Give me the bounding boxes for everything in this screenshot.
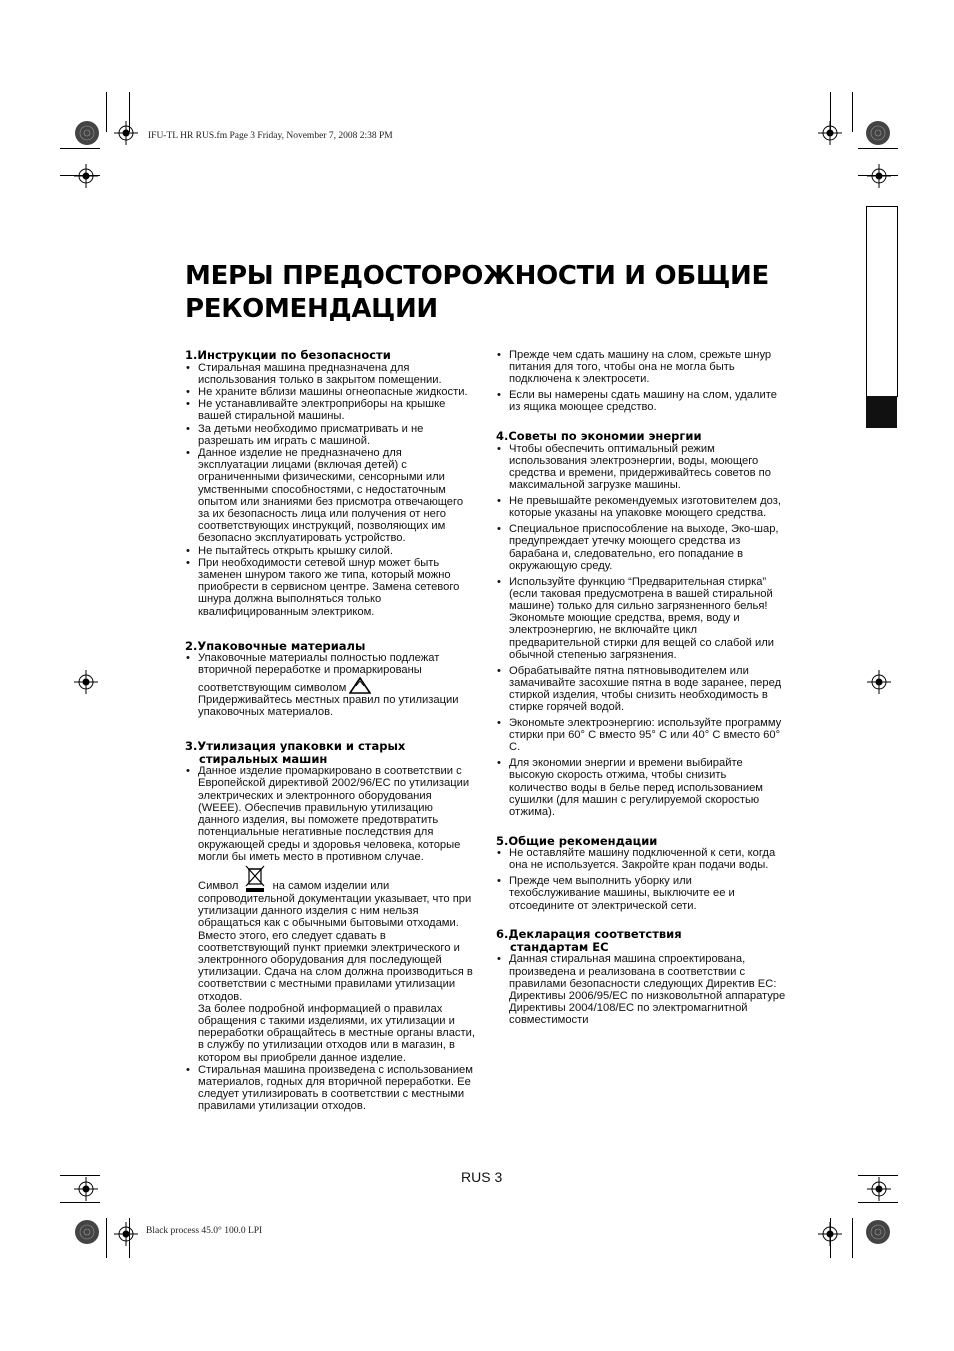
right-column	[496, 349, 786, 1030]
page-title	[185, 260, 825, 326]
registration-mark-icon	[867, 164, 891, 188]
symbol-word: Символ	[198, 879, 239, 892]
more-info-text: За более подробной информацией о правилах обращения с такими изделиями, их утилизации и переработки обращайтесь в местные органы власти, в службу по утилизации отходов или в магазин, в котором вы приобрели данное изделие.	[198, 1002, 475, 1064]
list-item: • Не оставляйте машину подключенной к сети, когда она не используется. Закройте кран подачи воды.	[496, 847, 786, 871]
list-item: • Используйте функцию “Предварительная стирка” (если таковая предусмотрена в вашей стиральной машине) только для сильно загрязненного белья! Экономьте моющие средства, время, воду и электроэнергию, не включайте цикл предварительной стирки для вещей со слабой или обычной степенью загрязнения.	[496, 576, 786, 661]
registration-mark-icon	[818, 1222, 842, 1246]
general-recommendations-list	[496, 847, 786, 912]
section-heading-line: 6.Декларация соответствия	[496, 927, 682, 942]
language-tab-outline	[866, 206, 898, 397]
list-item	[185, 652, 475, 718]
registration-mark-icon	[74, 164, 98, 188]
registration-mark-icon	[867, 670, 891, 694]
conformity-list	[496, 953, 786, 1026]
directive-line: Директивы 2006/95/EC по низковольтной аппаратуре	[509, 990, 786, 1003]
list-item: • Специальное приспособление на выходе, Эко-шар, предупреждает утечку моющего средства из барабана и, следовательно, его попадание в окружающую среду.	[496, 523, 786, 572]
section-heading: 5.Общие рекомендации	[496, 833, 658, 848]
registration-mark-icon	[818, 121, 842, 145]
language-tab-marker	[866, 396, 897, 428]
crop-line	[852, 1218, 853, 1258]
crop-line	[60, 1175, 100, 1176]
packaging-text: Упаковочные материалы полностью подлежат вторичной переработке и промаркированы соответствующим символом	[198, 652, 440, 694]
conformity-text: Данная стиральная машина спроектирована, произведена и реализована в соответствии с правилами безопасности следующих Директив ЕС:	[509, 953, 777, 990]
list-item: • Стиральная машина произведена с использованием материалов, годных для вторичной переработки. Ее следует утилизировать в соответствии с местными правилами утилизации отходов.	[185, 1064, 475, 1113]
print-footer: Black process 45.0° 100.0 LPI	[146, 1226, 263, 1236]
registration-mark-icon	[74, 1177, 98, 1201]
crop-line	[858, 148, 898, 149]
list-item: • Чтобы обеспечить оптимальный режим использования электроэнергии, воды, моющего средства и времени, придерживайтесь советов по максимальной загрузке машины.	[496, 443, 786, 492]
list-item: • Не храните вблизи машины огнеопасные жидкости.	[185, 386, 475, 398]
disposal-text: Данное изделие промаркировано в соответствии с Европейской директивой 2002/96/EC по утилизации электрических и электронного оборудования (WEEE). Обеспечив правильную утилизацию данного изделия, вы поможете предотвратить потенциальные негативные последствия для окружающей среды и здоровья человека, которые могли бы иметь место в противном случае.	[198, 765, 470, 863]
section-heading: 2.Упаковочные материалы	[185, 638, 366, 653]
registration-mark-icon	[114, 121, 138, 145]
crop-line	[852, 92, 853, 132]
packaging-list	[185, 652, 475, 718]
registration-mark-icon	[867, 1177, 891, 1201]
print-rosette-icon	[74, 120, 100, 146]
list-item: • При необходимости сетевой шнур может быть заменен шнуром такого же типа, который можно приобрести в сервисном центре. Замена сетевого шнура должна выполняться только квалифицированным электриком.	[185, 557, 475, 618]
section-heading-line: стандартам ЕС	[510, 939, 609, 954]
list-item: • За детьми необходимо присматривать и не разрешать им играть с машиной.	[185, 423, 475, 447]
print-header: IFU-TL HR RUS.fm Page 3 Friday, November 7, 2008 2:38 PM	[148, 131, 393, 141]
list-item: • Не устанавливайте электроприборы на крышке вашей стиральной машины.	[185, 398, 475, 422]
crop-line	[106, 1218, 107, 1258]
crop-line	[60, 148, 100, 149]
left-column	[185, 349, 475, 1113]
print-rosette-icon	[865, 1219, 891, 1245]
symbol-text: на самом изделии или сопроводительной документации указывает, что при утилизации данного изделия с ним нельзя обращаться как с обычными бытовыми отходами. Вместо этого, его следует сдавать в соответствующий пункт приемки электрического и электронного оборудования для последующей утилизации. Сдача на слом должна производиться в соответствии с местными правилами утилизации отходов.	[198, 879, 473, 1003]
list-item: • Данное изделие не предназначено для эксплуатации лицами (включая детей) с ограниченными физическими, сенсорными или умственными способностями, с недостаточным опытом или знаниями без присмотра отвечающего за их безопасность лица или получения от него соответствующих инструкций, позволяющих им безопасно эксплуатировать устройство.	[185, 447, 475, 545]
list-item: • Стиральная машина предназначена для использования только в закрытом помещении.	[185, 362, 475, 386]
section-heading-line: 3.Утилизация упаковки и старых	[185, 739, 406, 754]
crop-line	[858, 1175, 898, 1176]
disposal-list	[185, 765, 475, 1112]
list-item: • Прежде чем выполнить уборку или техобслуживание машины, выключите ее и отсоедините от электрической сети.	[496, 875, 786, 912]
title-line: МЕРЫ ПРЕДОСТОРОЖНОСТИ И ОБЩИЕ	[185, 261, 769, 291]
safety-list	[185, 362, 475, 618]
section-heading: 1.Инструкции по безопасности	[185, 348, 391, 362]
disposal-list-continued	[496, 349, 786, 414]
section-heading	[496, 928, 786, 953]
energy-tips-list	[496, 443, 786, 818]
list-item	[185, 765, 475, 1063]
list-item	[496, 953, 786, 1026]
list-item: • Экономьте электроэнергию: используйте программу стирки при 60° C вместо 95° C или 40° C вместо 60° C.	[496, 717, 786, 754]
list-item: • Если вы намерены сдать машину на слом, удалите из ящика моющее средство.	[496, 389, 786, 413]
print-rosette-icon	[74, 1219, 100, 1245]
crossed-bin-icon	[244, 865, 266, 893]
registration-mark-icon	[74, 670, 98, 694]
list-item: • Для экономии энергии и времени выбирайте высокую скорость отжима, чтобы снизить количество воды в белье перед использованием сушилки (для машин с регулируемой скоростью отжима).	[496, 757, 786, 818]
section-heading-line: стиральных машин	[199, 751, 328, 766]
list-item: • Не превышайте рекомендуемых изготовителем доз, которые указаны на упаковке моющего средства.	[496, 495, 786, 519]
list-item: • Не пытайтесь открыть крышку силой.	[185, 545, 475, 557]
list-item: • Прежде чем сдать машину на слом, срежьте шнур питания для того, чтобы она не могла быть подключена к электросети.	[496, 349, 786, 386]
directive-line: Директивы 2004/108/EC по электромагнитной совместимости	[509, 1002, 748, 1027]
crop-line	[106, 92, 107, 132]
print-rosette-icon	[865, 120, 891, 146]
recycle-triangle-icon	[349, 677, 371, 694]
crop-line	[858, 1202, 898, 1203]
section-heading: 4.Советы по экономии энергии	[496, 429, 702, 444]
page-number: RUS 3	[461, 1169, 503, 1185]
registration-mark-icon	[114, 1222, 138, 1246]
title-line: РЕКОМЕНДАЦИИ	[185, 294, 438, 324]
section-heading	[185, 740, 475, 765]
list-item: • Обрабатывайте пятна пятновыводителем или замачивайте засохшие пятна в воде заранее, перед стиркой изделия, чтобы снизить необходимость в стирке горячей водой.	[496, 665, 786, 714]
crop-line	[60, 1202, 100, 1203]
packaging-text: Придерживайтесь местных правил по утилизации упаковочных материалов.	[198, 693, 459, 719]
